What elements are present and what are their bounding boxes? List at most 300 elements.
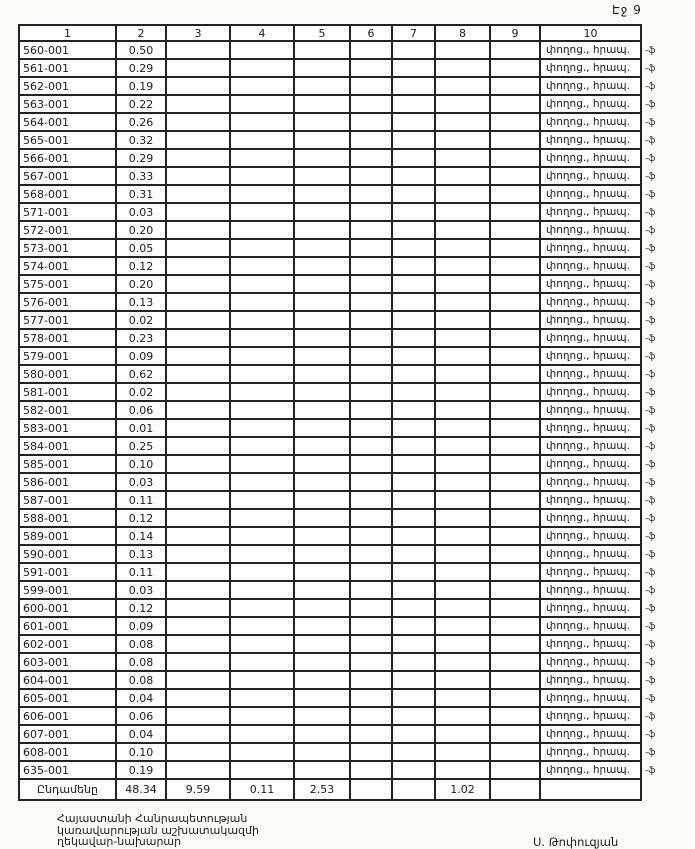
value-cell: 0.19 <box>117 762 167 780</box>
empty-cell <box>351 402 393 420</box>
empty-cell <box>231 582 295 600</box>
empty-cell <box>231 528 295 546</box>
edge-text-fragment: -ֆ <box>645 532 656 542</box>
code-cell: 562-001 <box>20 78 117 96</box>
note-cell: փողոց., հրապ. <box>541 42 642 60</box>
code-cell: 581-001 <box>20 384 117 402</box>
empty-cell <box>393 474 436 492</box>
code-cell: 582-001 <box>20 402 117 420</box>
value-cell: 0.25 <box>117 438 167 456</box>
edge-text-fragment: -ֆ <box>645 604 656 614</box>
edge-text-fragment: -ֆ <box>645 226 656 236</box>
empty-cell <box>436 762 491 780</box>
empty-cell <box>436 492 491 510</box>
total-value-cell: 48.34 <box>117 780 167 801</box>
empty-cell <box>491 636 541 654</box>
empty-cell <box>351 60 393 78</box>
empty-cell <box>231 312 295 330</box>
empty-cell <box>393 600 436 618</box>
value-cell: 0.29 <box>117 60 167 78</box>
value-cell: 0.11 <box>117 564 167 582</box>
value-cell: 0.13 <box>117 546 167 564</box>
empty-cell <box>491 312 541 330</box>
empty-cell <box>295 366 351 384</box>
empty-cell <box>231 294 295 312</box>
empty-cell <box>491 492 541 510</box>
empty-cell <box>491 240 541 258</box>
empty-cell <box>167 618 231 636</box>
signatory-name: Ս. Թոփուզյան <box>533 835 619 849</box>
empty-cell <box>351 312 393 330</box>
value-cell: 0.12 <box>117 258 167 276</box>
empty-cell <box>393 744 436 762</box>
empty-cell <box>491 402 541 420</box>
empty-cell <box>295 672 351 690</box>
empty-cell <box>231 438 295 456</box>
note-cell: փողոց., հրապ. <box>541 312 642 330</box>
empty-cell <box>351 762 393 780</box>
edge-text-fragment: -ֆ <box>645 262 656 272</box>
note-cell: փողոց., հրապ. <box>541 438 642 456</box>
empty-cell <box>351 654 393 672</box>
value-cell: 0.08 <box>117 636 167 654</box>
empty-cell <box>295 564 351 582</box>
note-cell: փողոց., հրապ. <box>541 546 642 564</box>
edge-fragments <box>645 42 685 780</box>
value-cell: 0.11 <box>117 492 167 510</box>
empty-cell <box>436 132 491 150</box>
edge-text-fragment: -ֆ <box>645 298 656 308</box>
empty-cell <box>167 294 231 312</box>
empty-cell <box>351 600 393 618</box>
empty-cell <box>436 528 491 546</box>
code-cell: 580-001 <box>20 366 117 384</box>
empty-cell <box>436 330 491 348</box>
empty-cell <box>351 330 393 348</box>
edge-text-fragment: -ֆ <box>645 64 656 74</box>
empty-cell <box>436 384 491 402</box>
total-value-cell <box>393 780 436 801</box>
note-cell: փողոց., հրապ. <box>541 636 642 654</box>
empty-cell <box>491 582 541 600</box>
empty-cell <box>491 600 541 618</box>
empty-cell <box>351 636 393 654</box>
column-header: 7 <box>393 26 436 42</box>
empty-cell <box>393 618 436 636</box>
empty-cell <box>351 510 393 528</box>
empty-cell <box>351 366 393 384</box>
note-cell: փողոց., հրապ. <box>541 96 642 114</box>
empty-cell <box>167 276 231 294</box>
value-cell: 0.26 <box>117 114 167 132</box>
empty-cell <box>436 546 491 564</box>
empty-cell <box>351 258 393 276</box>
empty-cell <box>491 60 541 78</box>
empty-cell <box>491 726 541 744</box>
value-cell: 0.31 <box>117 186 167 204</box>
code-cell: 589-001 <box>20 528 117 546</box>
note-cell: փողոց., հրապ. <box>541 132 642 150</box>
column-header: 1 <box>20 26 117 42</box>
code-cell: 564-001 <box>20 114 117 132</box>
empty-cell <box>393 546 436 564</box>
footer-line: Հայաստանի Հանրապետության <box>57 812 248 825</box>
empty-cell <box>351 708 393 726</box>
column-header: 10 <box>541 26 642 42</box>
empty-cell <box>351 222 393 240</box>
edge-text-fragment: -ֆ <box>645 766 656 776</box>
value-cell: 0.32 <box>117 132 167 150</box>
empty-cell <box>167 204 231 222</box>
empty-cell <box>295 654 351 672</box>
data-table <box>18 24 642 801</box>
empty-cell <box>231 240 295 258</box>
empty-cell <box>393 276 436 294</box>
edge-text-fragment: -ֆ <box>645 424 656 434</box>
note-cell: փողոց., հրապ. <box>541 204 642 222</box>
empty-cell <box>167 744 231 762</box>
empty-cell <box>436 744 491 762</box>
empty-cell <box>436 510 491 528</box>
note-cell: փողոց., հրապ. <box>541 114 642 132</box>
empty-cell <box>295 636 351 654</box>
note-cell: փողոց., հրապ. <box>541 222 642 240</box>
empty-cell <box>295 132 351 150</box>
empty-cell <box>393 420 436 438</box>
total-value-cell: 9.59 <box>167 780 231 801</box>
note-cell: փողոց., հրապ. <box>541 762 642 780</box>
empty-cell <box>231 726 295 744</box>
empty-cell <box>436 114 491 132</box>
empty-cell <box>393 240 436 258</box>
note-cell: փողոց., հրապ. <box>541 276 642 294</box>
empty-cell <box>351 564 393 582</box>
empty-cell <box>167 708 231 726</box>
empty-cell <box>231 258 295 276</box>
empty-cell <box>167 546 231 564</box>
empty-cell <box>295 744 351 762</box>
empty-cell <box>436 654 491 672</box>
empty-cell <box>231 474 295 492</box>
footer-line: կառավարության աշխատակազմի <box>57 823 259 837</box>
empty-cell <box>436 204 491 222</box>
empty-cell <box>231 276 295 294</box>
empty-cell <box>231 42 295 60</box>
edge-text-fragment: -ֆ <box>645 370 656 380</box>
empty-cell <box>491 744 541 762</box>
empty-cell <box>436 186 491 204</box>
empty-cell <box>351 546 393 564</box>
empty-cell <box>393 96 436 114</box>
code-cell: 571-001 <box>20 204 117 222</box>
edge-text-fragment: -ֆ <box>645 478 656 488</box>
total-value-cell: 0.11 <box>231 780 295 801</box>
code-cell: 591-001 <box>20 564 117 582</box>
empty-cell <box>231 384 295 402</box>
total-label: Ընդամենը <box>20 780 117 801</box>
empty-cell <box>393 690 436 708</box>
empty-cell <box>393 312 436 330</box>
code-cell: 600-001 <box>20 600 117 618</box>
value-cell: 0.04 <box>117 726 167 744</box>
empty-cell <box>393 438 436 456</box>
empty-cell <box>231 564 295 582</box>
note-cell: փողոց., հրապ. <box>541 474 642 492</box>
empty-cell <box>167 42 231 60</box>
empty-cell <box>295 402 351 420</box>
empty-cell <box>436 726 491 744</box>
note-cell: փողոց., հրապ. <box>541 528 642 546</box>
value-cell: 0.20 <box>117 276 167 294</box>
empty-cell <box>393 204 436 222</box>
empty-cell <box>167 564 231 582</box>
empty-cell <box>231 456 295 474</box>
empty-cell <box>231 510 295 528</box>
value-cell: 0.03 <box>117 582 167 600</box>
empty-cell <box>167 510 231 528</box>
code-cell: 604-001 <box>20 672 117 690</box>
empty-cell <box>393 762 436 780</box>
empty-cell <box>393 366 436 384</box>
value-cell: 0.09 <box>117 618 167 636</box>
empty-cell <box>351 582 393 600</box>
empty-cell <box>491 456 541 474</box>
empty-cell <box>295 42 351 60</box>
edge-text-fragment: -ֆ <box>645 388 656 398</box>
empty-cell <box>351 474 393 492</box>
empty-cell <box>295 528 351 546</box>
empty-cell <box>231 402 295 420</box>
note-cell: փողոց., հրապ. <box>541 726 642 744</box>
empty-cell <box>231 762 295 780</box>
empty-cell <box>436 294 491 312</box>
empty-cell <box>167 690 231 708</box>
code-cell: 584-001 <box>20 438 117 456</box>
empty-cell <box>167 672 231 690</box>
empty-cell <box>295 114 351 132</box>
value-cell: 0.10 <box>117 456 167 474</box>
empty-cell <box>393 150 436 168</box>
empty-cell <box>231 78 295 96</box>
empty-cell <box>167 258 231 276</box>
edge-text-fragment: -ֆ <box>645 118 656 128</box>
empty-cell <box>167 150 231 168</box>
empty-cell <box>436 582 491 600</box>
note-cell: փողոց., հրապ. <box>541 690 642 708</box>
empty-cell <box>351 672 393 690</box>
empty-cell <box>295 492 351 510</box>
empty-cell <box>491 366 541 384</box>
empty-cell <box>295 240 351 258</box>
value-cell: 0.29 <box>117 150 167 168</box>
empty-cell <box>351 240 393 258</box>
empty-cell <box>231 150 295 168</box>
empty-cell <box>393 384 436 402</box>
edge-text-fragment: -ֆ <box>645 658 656 668</box>
empty-cell <box>295 96 351 114</box>
empty-cell <box>295 618 351 636</box>
total-value-cell: 2.53 <box>295 780 351 801</box>
empty-cell <box>167 726 231 744</box>
value-cell: 0.08 <box>117 654 167 672</box>
empty-cell <box>295 708 351 726</box>
code-cell: 585-001 <box>20 456 117 474</box>
empty-cell <box>351 150 393 168</box>
empty-cell <box>231 708 295 726</box>
empty-cell <box>436 240 491 258</box>
column-header: 3 <box>167 26 231 42</box>
empty-cell <box>351 204 393 222</box>
empty-cell <box>351 726 393 744</box>
empty-cell <box>436 564 491 582</box>
total-value-cell <box>351 780 393 801</box>
empty-cell <box>167 222 231 240</box>
empty-cell <box>295 384 351 402</box>
empty-cell <box>295 168 351 186</box>
edge-text-fragment: -ֆ <box>645 568 656 578</box>
empty-cell <box>231 96 295 114</box>
empty-cell <box>295 222 351 240</box>
edge-text-fragment: -ֆ <box>645 46 656 56</box>
code-cell: 563-001 <box>20 96 117 114</box>
note-cell: փողոց., հրապ. <box>541 582 642 600</box>
code-cell: 605-001 <box>20 690 117 708</box>
empty-cell <box>393 42 436 60</box>
value-cell: 0.09 <box>117 348 167 366</box>
edge-text-fragment: -ֆ <box>645 208 656 218</box>
edge-text-fragment: -ֆ <box>645 730 656 740</box>
empty-cell <box>491 150 541 168</box>
empty-cell <box>351 96 393 114</box>
empty-cell <box>351 276 393 294</box>
empty-cell <box>491 546 541 564</box>
empty-cell <box>295 348 351 366</box>
note-cell: փողոց., հրապ. <box>541 294 642 312</box>
code-cell: 635-001 <box>20 762 117 780</box>
empty-cell <box>167 492 231 510</box>
note-cell: փողոց., հրապ. <box>541 366 642 384</box>
empty-cell <box>167 240 231 258</box>
code-cell: 599-001 <box>20 582 117 600</box>
column-header: 8 <box>436 26 491 42</box>
edge-text-fragment: -ֆ <box>645 712 656 722</box>
empty-cell <box>436 348 491 366</box>
empty-cell <box>351 348 393 366</box>
empty-cell <box>436 312 491 330</box>
empty-cell <box>393 582 436 600</box>
edge-text-fragment: -ֆ <box>645 496 656 506</box>
empty-cell <box>231 186 295 204</box>
code-cell: 583-001 <box>20 420 117 438</box>
code-cell: 578-001 <box>20 330 117 348</box>
edge-text-fragment: -ֆ <box>645 100 656 110</box>
note-cell: փողոց., հրապ. <box>541 150 642 168</box>
empty-cell <box>491 690 541 708</box>
empty-cell <box>393 636 436 654</box>
empty-cell <box>436 402 491 420</box>
empty-cell <box>436 222 491 240</box>
empty-cell <box>295 474 351 492</box>
value-cell: 0.02 <box>117 384 167 402</box>
empty-cell <box>491 204 541 222</box>
empty-cell <box>393 708 436 726</box>
edge-text-fragment: -ֆ <box>645 514 656 524</box>
empty-cell <box>231 348 295 366</box>
empty-cell <box>491 762 541 780</box>
empty-cell <box>295 150 351 168</box>
footer-line: ղեկավար-նախարար <box>57 835 182 848</box>
empty-cell <box>351 132 393 150</box>
empty-cell <box>436 618 491 636</box>
code-cell: 602-001 <box>20 636 117 654</box>
empty-cell <box>491 258 541 276</box>
value-cell: 0.03 <box>117 204 167 222</box>
empty-cell <box>295 312 351 330</box>
empty-cell <box>393 294 436 312</box>
empty-cell <box>393 510 436 528</box>
empty-cell <box>295 60 351 78</box>
empty-cell <box>491 168 541 186</box>
value-cell: 0.23 <box>117 330 167 348</box>
code-cell: 607-001 <box>20 726 117 744</box>
empty-cell <box>167 96 231 114</box>
empty-cell <box>295 276 351 294</box>
empty-cell <box>167 78 231 96</box>
code-cell: 606-001 <box>20 708 117 726</box>
code-cell: 608-001 <box>20 744 117 762</box>
code-cell: 601-001 <box>20 618 117 636</box>
note-cell: փողոց., հրապ. <box>541 402 642 420</box>
empty-cell <box>295 186 351 204</box>
note-cell: փողոց., հրապ. <box>541 186 642 204</box>
empty-cell <box>295 330 351 348</box>
empty-cell <box>167 186 231 204</box>
empty-cell <box>393 222 436 240</box>
value-cell: 0.14 <box>117 528 167 546</box>
code-cell: 568-001 <box>20 186 117 204</box>
empty-cell <box>351 114 393 132</box>
empty-cell <box>295 78 351 96</box>
value-cell: 0.13 <box>117 294 167 312</box>
empty-cell <box>231 420 295 438</box>
edge-text-fragment: -ֆ <box>645 622 656 632</box>
empty-cell <box>491 474 541 492</box>
empty-cell <box>167 114 231 132</box>
empty-cell <box>393 186 436 204</box>
edge-text-fragment: -ֆ <box>645 460 656 470</box>
note-cell: փողոց., հրապ. <box>541 384 642 402</box>
code-cell: 576-001 <box>20 294 117 312</box>
empty-cell <box>231 690 295 708</box>
empty-cell <box>436 60 491 78</box>
column-header: 2 <box>117 26 167 42</box>
empty-cell <box>436 456 491 474</box>
empty-cell <box>231 330 295 348</box>
edge-text-fragment: -ֆ <box>645 334 656 344</box>
empty-cell <box>436 708 491 726</box>
empty-cell <box>167 330 231 348</box>
empty-cell <box>491 510 541 528</box>
empty-cell <box>351 456 393 474</box>
column-header: 4 <box>231 26 295 42</box>
value-cell: 0.08 <box>117 672 167 690</box>
value-cell: 0.06 <box>117 402 167 420</box>
code-cell: 565-001 <box>20 132 117 150</box>
empty-cell <box>393 672 436 690</box>
empty-cell <box>295 510 351 528</box>
empty-cell <box>351 384 393 402</box>
empty-cell <box>295 420 351 438</box>
